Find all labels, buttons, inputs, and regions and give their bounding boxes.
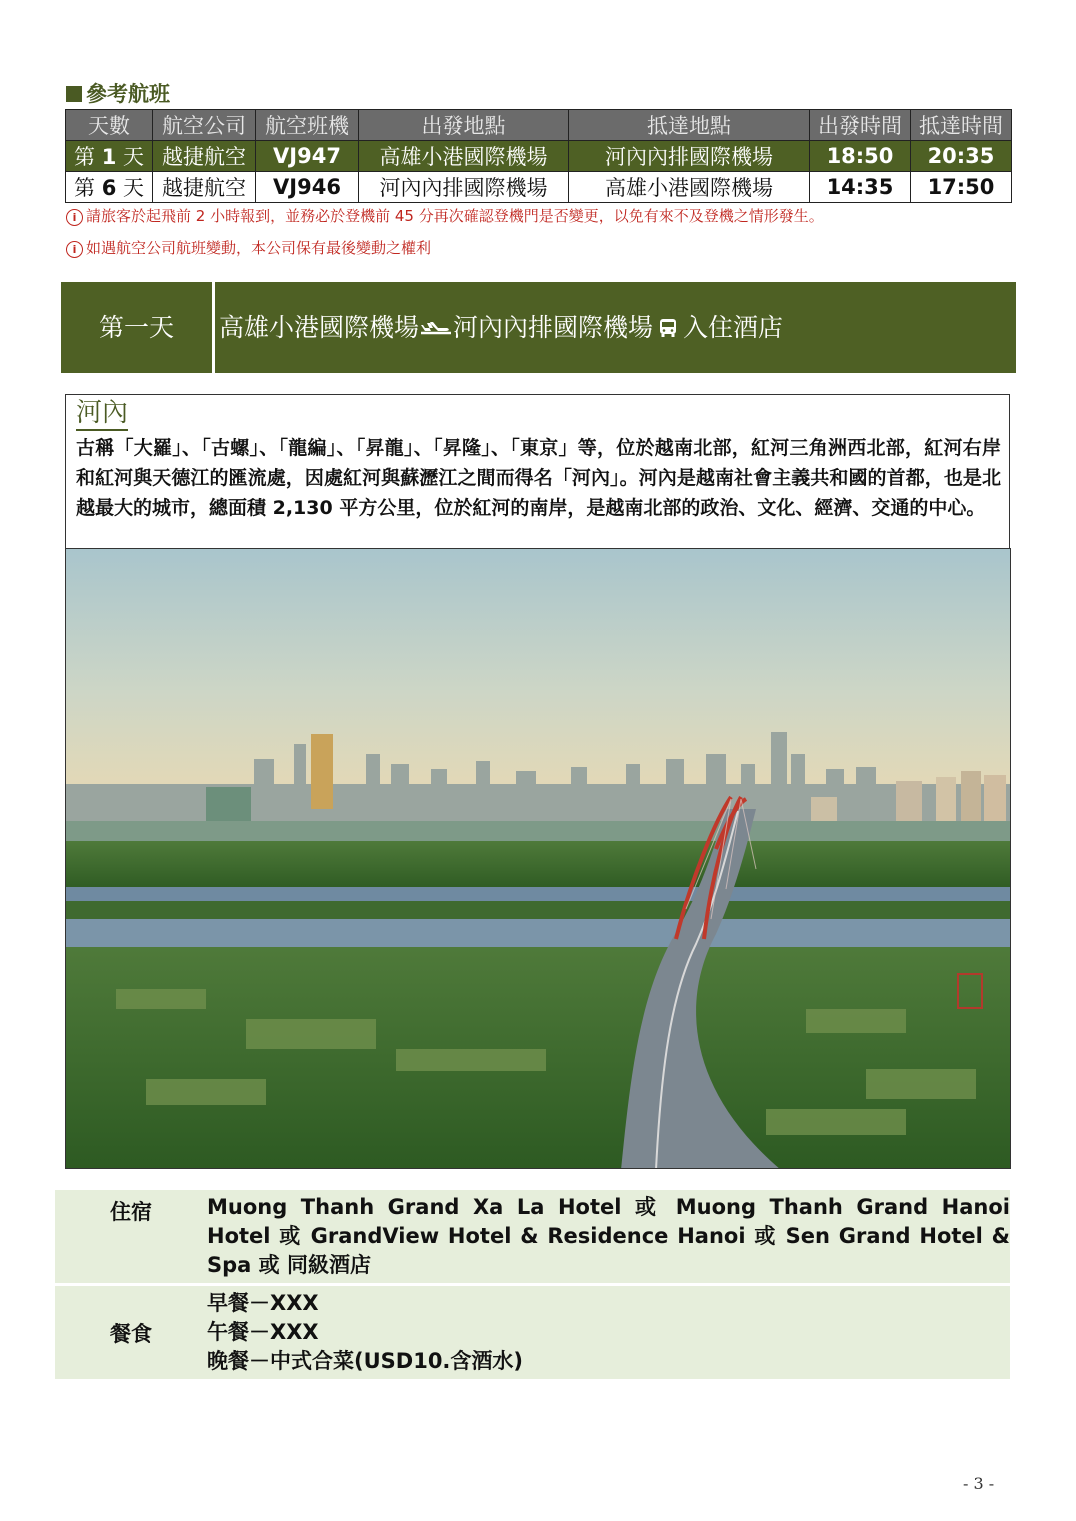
meals-label: 餐食 [110, 1321, 152, 1346]
day-cell: 第 1 天 [66, 141, 153, 172]
hanoi-landscape-image [66, 549, 1011, 1169]
airplane-icon [419, 284, 453, 375]
breakfast-text: 早餐－XXX [207, 1291, 319, 1315]
airline-cell: 越捷航空 [153, 172, 256, 203]
header-airline: 航空公司 [153, 110, 256, 141]
dinner-text: 晚餐－中式合菜(USD10.含酒水) [207, 1349, 524, 1373]
page-number: - 3 - [963, 1474, 995, 1493]
hanoi-bridge-photo [65, 548, 1011, 1169]
banner-divider [212, 282, 215, 373]
table-row [66, 141, 1012, 172]
bus-icon [659, 284, 677, 375]
section-title [66, 78, 170, 108]
from-cell: 高雄小港國際機場 [359, 141, 569, 172]
flight-cell: VJ947 [256, 141, 359, 172]
city-intro-box [65, 394, 1010, 548]
route-from: 高雄小港國際機場 [219, 313, 420, 342]
info-icon: i [66, 209, 83, 226]
header-to: 抵達地點 [569, 110, 810, 141]
note-flight-change [66, 237, 431, 258]
header-from: 出發地點 [359, 110, 569, 141]
note-checkin [66, 205, 824, 226]
arr-cell: 17:50 [911, 172, 1012, 203]
dep-cell: 18:50 [810, 141, 911, 172]
city-description: 古稱「大羅」、「古螺」、「龍編」、「昇龍」、「昇隆」、「東京」等，位於越南北部，紅河三角洲西北部，紅河右岸和紅河與天德江的匯流處，因處紅河與蘇瀝江之間而得名「河內」。河內是越南社會主義共和國的首都，也是北越最大的城市，總面積 2,130 平方公里，位於紅河的南岸，是越南北部的政治、文化、經濟、交通的中心。 [76, 437, 1001, 519]
city-title: 河內 [76, 397, 128, 431]
meals-row [55, 1286, 1010, 1379]
header-arr: 抵達時間 [911, 110, 1012, 141]
day-label: 第一天 [98, 313, 174, 342]
flight-cell: VJ946 [256, 172, 359, 203]
arr-cell: 20:35 [911, 141, 1012, 172]
info-icon: i [66, 241, 83, 258]
flight-table [65, 109, 1012, 203]
route-then: 入住酒店 [683, 313, 784, 342]
day-banner [61, 282, 1016, 373]
accommodation-label: 住宿 [110, 1200, 152, 1224]
to-cell: 河內內排國際機場 [569, 141, 810, 172]
accommodation-value: Muong Thanh Grand Xa La Hotel 或 Muong Thanh Grand Hanoi Hotel 或 GrandView Hotel & Residence Hanoi 或 Sen Grand Hotel & Spa 或 同級酒店 [207, 1195, 1010, 1277]
lunch-text: 午餐－XXX [207, 1320, 319, 1344]
airline-cell: 越捷航空 [153, 141, 256, 172]
to-cell: 高雄小港國際機場 [569, 172, 810, 203]
route-to: 河內內排國際機場 [453, 313, 654, 342]
from-cell: 河內內排國際機場 [359, 172, 569, 203]
table-row [66, 172, 1012, 203]
day-info-table [55, 1190, 1010, 1382]
header-dep: 出發時間 [810, 110, 911, 141]
accommodation-row [55, 1190, 1010, 1283]
meals-value [207, 1286, 1010, 1379]
note-flight-change-text: 如遇航空公司航班變動，本公司保有最後變動之權利 [86, 239, 432, 257]
square-bullet-icon [66, 86, 82, 102]
header-day: 天數 [66, 110, 153, 141]
note-checkin-text: 請旅客於起飛前 2 小時報到，並務必於登機前 45 分再次確認登機門是否變更，以免有來不及登機之情形發生。 [86, 207, 824, 225]
section-title-text: 參考航班 [86, 82, 170, 106]
header-flight: 航空班機 [256, 110, 359, 141]
day-route [219, 282, 783, 373]
dep-cell: 14:35 [810, 172, 911, 203]
flight-table-header [66, 110, 1012, 141]
day-cell: 第 6 天 [66, 172, 153, 203]
